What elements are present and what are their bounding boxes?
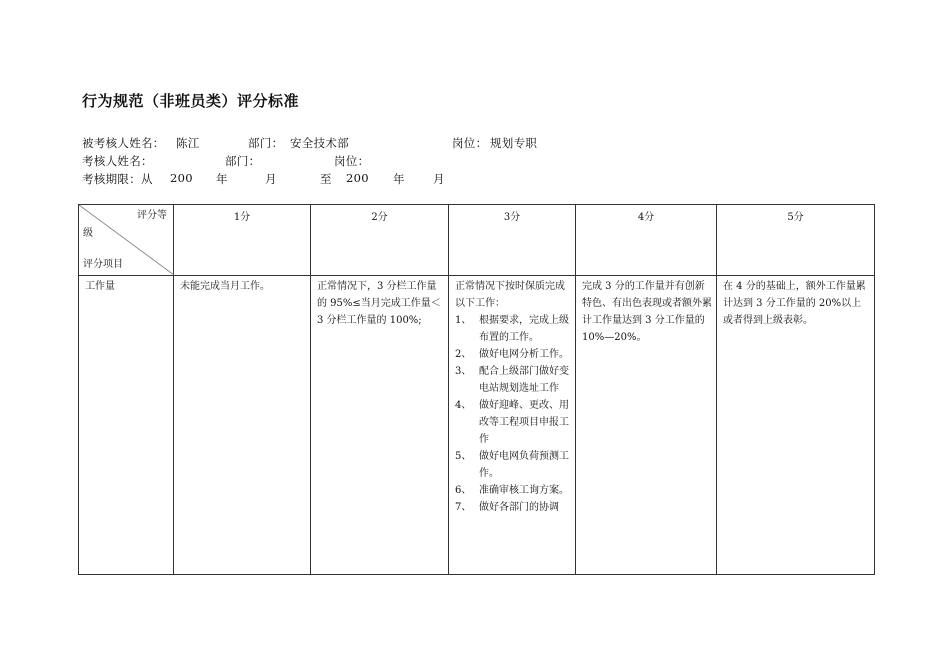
list-item: 2、 做好电网分析工作。: [455, 349, 569, 360]
page-title: 行为规范（非班员类）评分标准: [82, 92, 300, 110]
table-row: [79, 276, 875, 575]
header-score-3: 3分: [449, 205, 576, 276]
period-start-year: 200: [170, 171, 193, 185]
list-item: 1、 根据要求，完成上级布置的工作。: [455, 315, 569, 343]
list-item: 6、 准确审核工询方案。: [455, 485, 569, 496]
assessee-dept-value: 安全技术部: [290, 136, 349, 150]
corner-label-grade-cont: 级: [83, 228, 93, 239]
item-cell: 工作量: [79, 276, 174, 575]
assessee-post-value: 规划专职: [490, 136, 538, 150]
score-3-intro: 正常情况下按时保质完成以下工作：: [455, 281, 565, 309]
score-4-cell: 完成 3 分的工作量并有创新特色、有出色表现或者额外累计工作量达到 3 分工作量的 10%—20%。: [576, 276, 717, 575]
scoring-table: [78, 204, 875, 575]
assessor-post-label: 岗位：: [334, 154, 370, 168]
corner-label-grade: 评分等: [137, 210, 167, 221]
period-end-month-unit: 月: [433, 172, 445, 186]
list-item: 4、 做好迎峰、更改、用改等工程项目申报工作: [455, 400, 569, 445]
assessee-name-value: 陈江: [176, 136, 200, 150]
assessee-name-label: 被考核人姓名：: [82, 136, 165, 150]
period-start-month-unit: 月: [265, 172, 277, 186]
assessor-name-label: 考核人姓名：: [82, 154, 153, 168]
header-score-1: 1分: [174, 205, 311, 276]
period-label: 考核期限：从: [82, 172, 153, 186]
score-5-cell: 在 4 分的基础上，额外工作量累计达到 3 分工作量的 20%以上或者得到上级表彰。: [717, 276, 875, 575]
list-item: 5、 做好电网负荷预测工作。: [455, 451, 569, 479]
corner-label-item: 评分项目: [83, 259, 123, 270]
score-2-cell: 正常情况下，3 分栏工作量的 95%≤当月完成工作量＜3 分栏工作量的 100%;: [311, 276, 449, 575]
list-item: 3、 配合上级部门做好变电站规划选址工作: [455, 366, 569, 394]
assessor-dept-label: 部门：: [225, 154, 261, 168]
assessee-post-label: 岗位：: [452, 136, 488, 150]
header-score-5: 5分: [717, 205, 875, 276]
corner-header-cell: [79, 205, 174, 276]
list-item: 7、 做好各部门的协调: [455, 502, 559, 513]
period-end-year-unit: 年: [393, 172, 405, 186]
period-start-year-unit: 年: [216, 172, 228, 186]
header-score-4: 4分: [576, 205, 717, 276]
table-header-row: [79, 205, 875, 276]
score-1-cell: 未能完成当月工作。: [174, 276, 311, 575]
assessee-dept-label: 部门：: [248, 136, 284, 150]
period-end-year: 200: [346, 171, 369, 185]
header-score-2: 2分: [311, 205, 449, 276]
score-3-cell: [449, 276, 576, 575]
score-3-task-list: [455, 312, 571, 516]
period-to: 至: [320, 172, 332, 186]
